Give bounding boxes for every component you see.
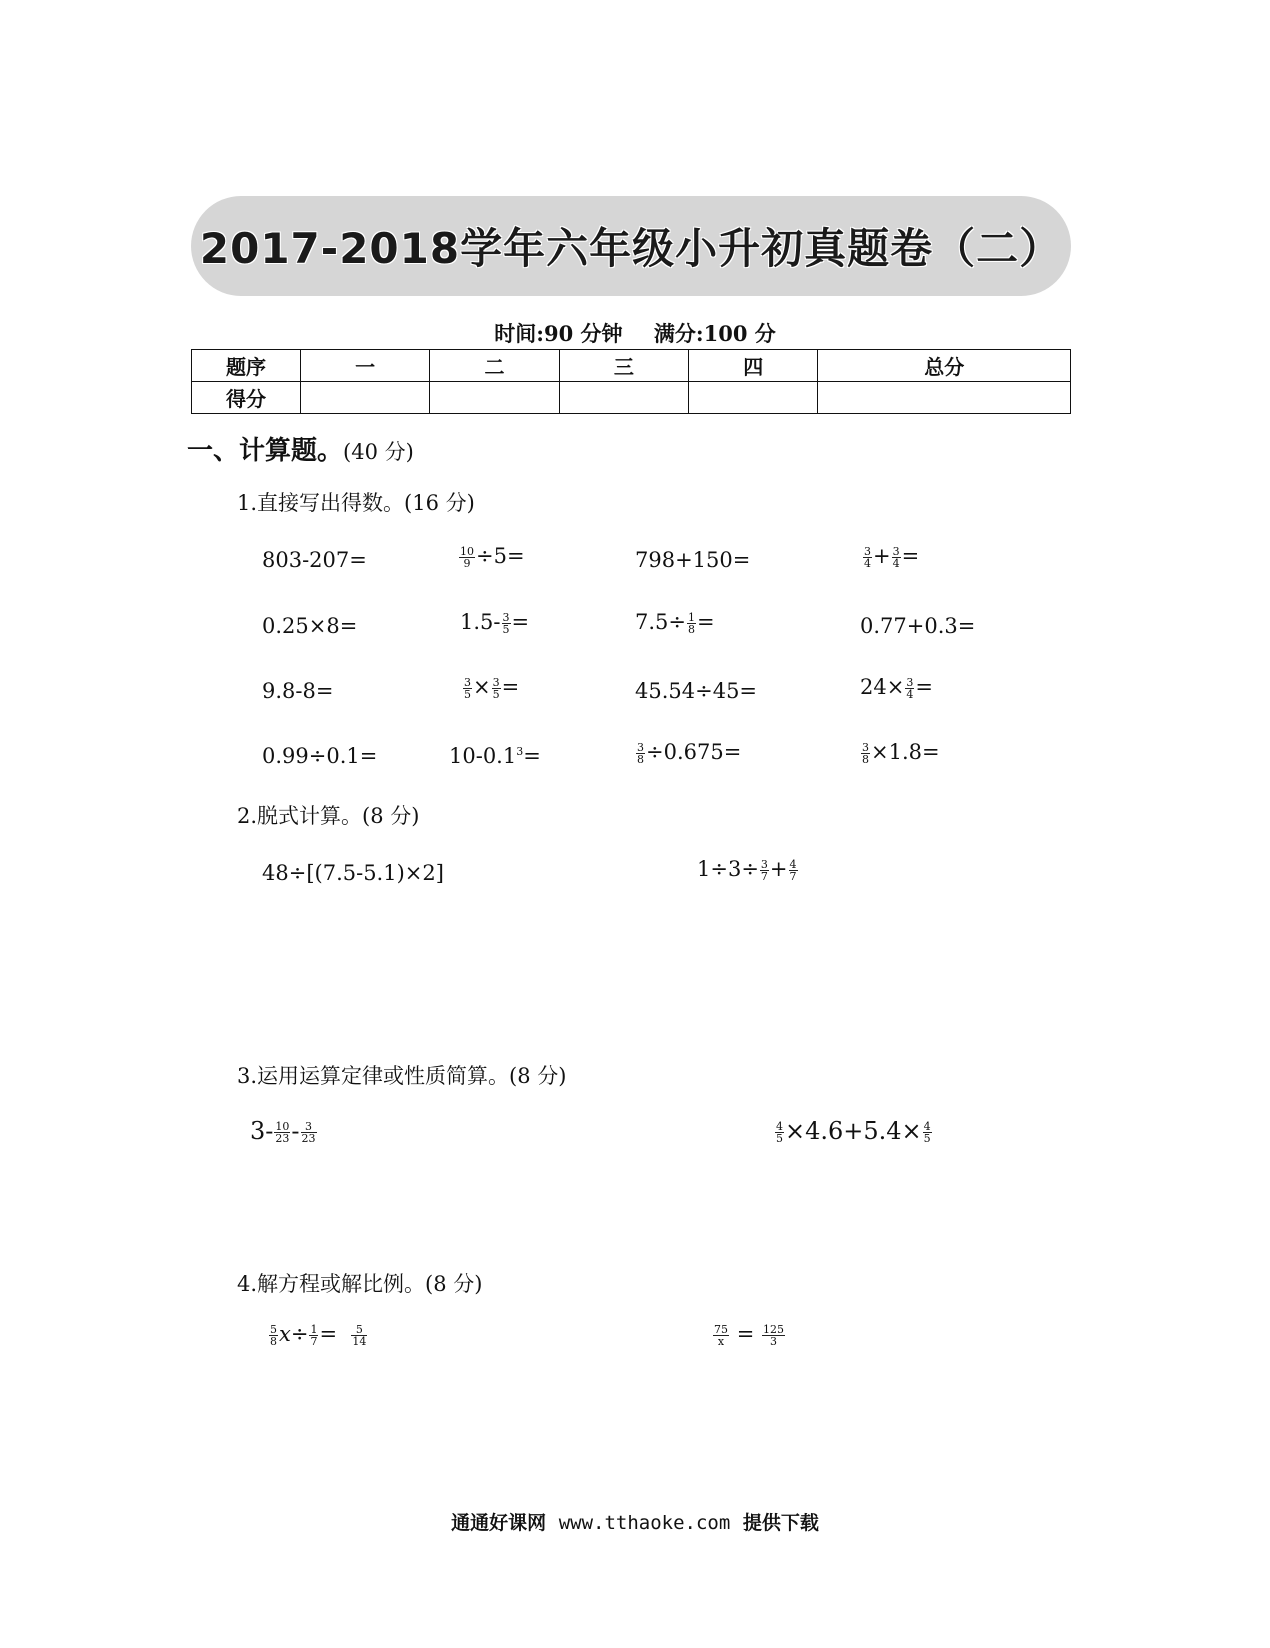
fraction: $\frac{3}{5}$ [502,611,510,636]
page-title: 2017-2018学年六年级小升初真题卷（二） [199,224,1063,273]
score-table-cell: 二 [430,350,559,382]
fraction: $\frac{3}{8}$ [637,741,644,766]
score-table-score-row [192,382,1071,414]
q1-item: $\frac{3}{5}$ × $\frac{3}{5}$ = [464,675,520,701]
fraction: $\frac{3}{5}$ [464,676,471,701]
score-table-cell: 得分 [192,382,301,414]
fraction: $\frac{10}{9}$ [460,545,474,570]
q1-item: 798+150= [635,548,751,572]
question-2-title: 2.脱式计算。(8 分) [237,804,420,828]
q1-item: 9.8-8= [262,679,334,703]
q1-item: 24× $\frac{3}{4}$ = [860,675,933,701]
fraction: $\frac{3}{4}$ [906,676,914,701]
fraction: $\frac{5}{8}$ [270,1323,277,1348]
fraction: $\frac{1}{8}$ [688,611,695,636]
fraction: $\frac{5}{14}$ [352,1323,367,1348]
score-table-cell: 题序 [192,350,301,382]
footer-brand: 通通好课网 [451,1512,547,1534]
fraction: $\frac{3}{7}$ [760,858,768,883]
score-input-cell[interactable] [818,382,1071,414]
q3-expression: 3- $\frac{10}{23}$ - $\frac{3}{23}$ [250,1117,316,1145]
fraction: $\frac{3}{23}$ [301,1120,316,1145]
q1-item: $\frac{10}{9}$ ÷5= [460,544,525,570]
fraction: $\frac{1}{7}$ [310,1323,318,1348]
fraction: $\frac{125}{3}$ [762,1323,784,1348]
q1-item: $\frac{3}{8}$ ×1.8= [862,740,940,766]
footer [0,1508,1270,1535]
q1-item: 45.54÷45= [635,679,758,703]
q1-item: $\frac{3}{4}$ + $\frac{3}{4}$ = [864,544,920,570]
q1-item: 1.5- $\frac{3}{5}$ = [460,610,530,636]
q4-proportion: $\frac{75}{x}$ = $\frac{125}{3}$ [714,1322,784,1348]
exam-full-score: 满分:100 分 [653,321,776,346]
section-title [187,430,414,467]
fraction: $\frac{75}{x}$ [714,1323,728,1348]
score-table [191,349,1071,414]
question-4-title: 4.解方程或解比例。(8 分) [237,1272,483,1296]
score-table-cell: 总分 [818,350,1071,382]
q1-item: 0.25×8= [262,614,358,638]
fraction: $\frac{10}{23}$ [275,1120,290,1145]
q1-item: $\frac{3}{8}$ ÷0.675= [637,740,742,766]
question-1-title: 1.直接写出得数。(16 分) [237,491,475,515]
fraction: $\frac{3}{4}$ [864,545,871,570]
score-table-cell: 三 [559,350,688,382]
score-table-cell: 四 [689,350,818,382]
section-title-text: 一、计算题。 [187,436,344,466]
q4-equation: $\frac{5}{8}$ x÷ $\frac{1}{7}$ = $\frac{5}{14}$ [270,1322,367,1348]
q1-item: 0.77+0.3= [860,614,976,638]
score-input-cell[interactable] [430,382,559,414]
fraction: $\frac{3}{5}$ [492,676,500,701]
q1-item: 803-207= [262,548,367,572]
score-table-header-row [192,350,1071,382]
question-3-title: 3.运用运算定律或性质简算。(8 分) [237,1064,567,1088]
exam-time: 时间:90 分钟 [494,321,623,346]
fraction: $\frac{4}{5}$ [776,1120,783,1145]
section-points: (40 分) [343,440,414,464]
score-table-cell: 一 [301,350,430,382]
footer-suffix: 提供下载 [742,1512,819,1534]
q2-expression: 48÷[(7.5-5.1)×2] [262,861,444,885]
q2-expression: 1÷3÷ $\frac{3}{7}$ + $\frac{4}{7}$ [697,857,797,883]
exam-info [0,318,1270,348]
fraction: $\frac{4}{7}$ [789,858,797,883]
score-input-cell[interactable] [559,382,688,414]
score-input-cell[interactable] [301,382,430,414]
fraction: $\frac{4}{5}$ [923,1120,931,1145]
score-input-cell[interactable] [689,382,818,414]
q1-item: 0.99÷0.1= [262,744,378,768]
footer-url[interactable]: www.tthaoke.com [558,1512,731,1534]
q3-expression: $\frac{4}{5}$ ×4.6+5.4× $\frac{4}{5}$ [776,1117,931,1145]
q1-item: 7.5÷ $\frac{1}{8}$ = [635,610,715,636]
fraction: $\frac{3}{4}$ [892,545,900,570]
q1-item: $10-0.1^3=$ [449,744,541,768]
fraction: $\frac{3}{8}$ [862,741,869,766]
